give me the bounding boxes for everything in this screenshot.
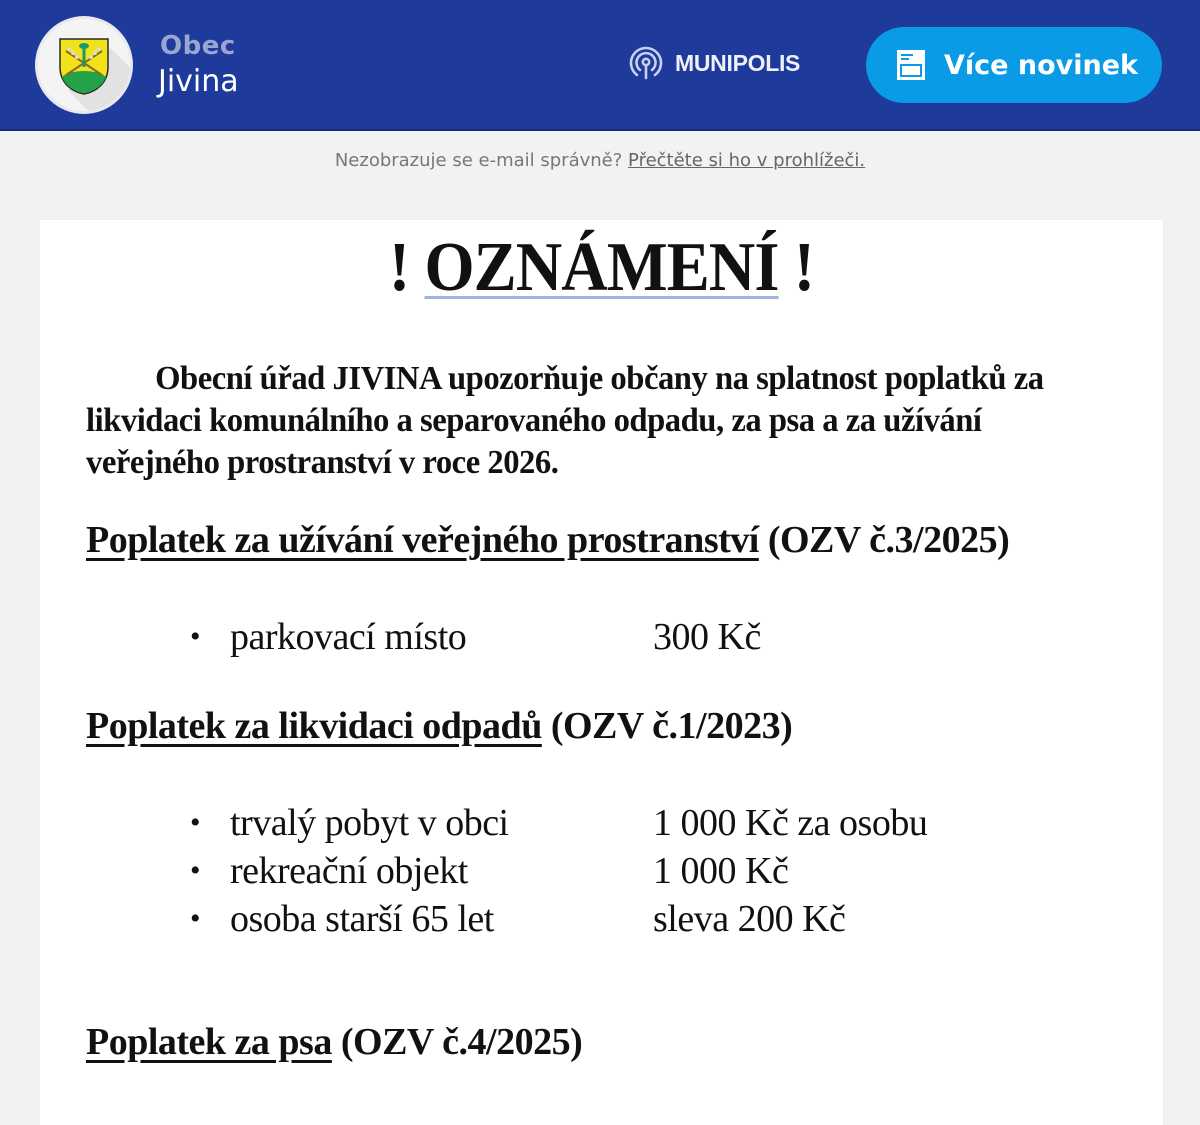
fee-value: 300 Kč: [653, 616, 761, 658]
fee-list-public-space: [190, 613, 761, 661]
fee-item: [190, 799, 927, 847]
fee-value: 1 000 Kč za osobu: [653, 802, 928, 844]
bullet-icon: •: [190, 620, 201, 653]
fee-value: 1 000 Kč: [653, 850, 789, 892]
browser-view-notice: [0, 150, 1200, 171]
announcement-card: [40, 220, 1163, 1125]
municipality-logo[interactable]: [38, 19, 130, 111]
section-reference: (OZV č.1/2023): [550, 705, 793, 747]
notice-text: Nezobrazuje se e-mail správně?: [334, 150, 623, 171]
fee-item: [190, 613, 761, 661]
brand-label-top: Obec: [160, 31, 236, 61]
more-news-button[interactable]: [866, 27, 1162, 103]
coat-of-arms-icon: [58, 37, 110, 95]
fee-label: rekreační objekt: [230, 850, 468, 892]
header: [0, 0, 1200, 131]
announcement-title: [85, 228, 1118, 308]
section-reference: (OZV č.3/2025): [767, 519, 1010, 561]
title-suffix: !: [793, 229, 815, 306]
section-heading-public-space: [86, 518, 1009, 562]
fee-list-waste: [190, 799, 927, 943]
fee-item: [190, 847, 927, 895]
more-news-label: Více novinek: [944, 49, 1138, 81]
fee-label: parkovací místo: [230, 616, 467, 658]
section-heading-dog: [86, 1020, 582, 1064]
title-prefix: !: [388, 229, 410, 306]
broadcast-signal-icon: [627, 44, 665, 82]
view-in-browser-link[interactable]: Přečtěte si ho v prohlížeči.: [628, 150, 866, 171]
provider-name: MUNIPOLIS: [675, 49, 801, 76]
brand-label-municipality: Jivina: [158, 64, 239, 99]
bullet-icon: •: [190, 902, 201, 935]
section-reference: (OZV č.4/2025): [340, 1021, 583, 1063]
section-heading-text: Poplatek za likvidaci odpadů: [86, 705, 542, 747]
section-heading-waste: [86, 704, 792, 748]
section-heading-text: Poplatek za psa: [86, 1021, 332, 1063]
bullet-icon: •: [190, 806, 201, 839]
munipolis-logo-link[interactable]: [627, 45, 800, 81]
title-main: OZNÁMENÍ: [424, 229, 779, 306]
intro-paragraph: Obecní úřad JIVINA upozorňuje občany na splatnost poplatků za likvidaci komunálního a separovaného odpadu, za psa a za užívání veřejného prostranství v roce 2026.: [86, 360, 1044, 481]
fee-value: sleva 200 Kč: [653, 898, 846, 940]
section-heading-text: Poplatek za užívání veřejného prostranství: [86, 519, 759, 561]
newspaper-icon: [896, 49, 926, 81]
fee-label: trvalý pobyt v obci: [230, 802, 509, 844]
bullet-icon: •: [190, 854, 201, 887]
fee-item: [190, 895, 927, 943]
fee-label: osoba starší 65 let: [230, 898, 494, 940]
